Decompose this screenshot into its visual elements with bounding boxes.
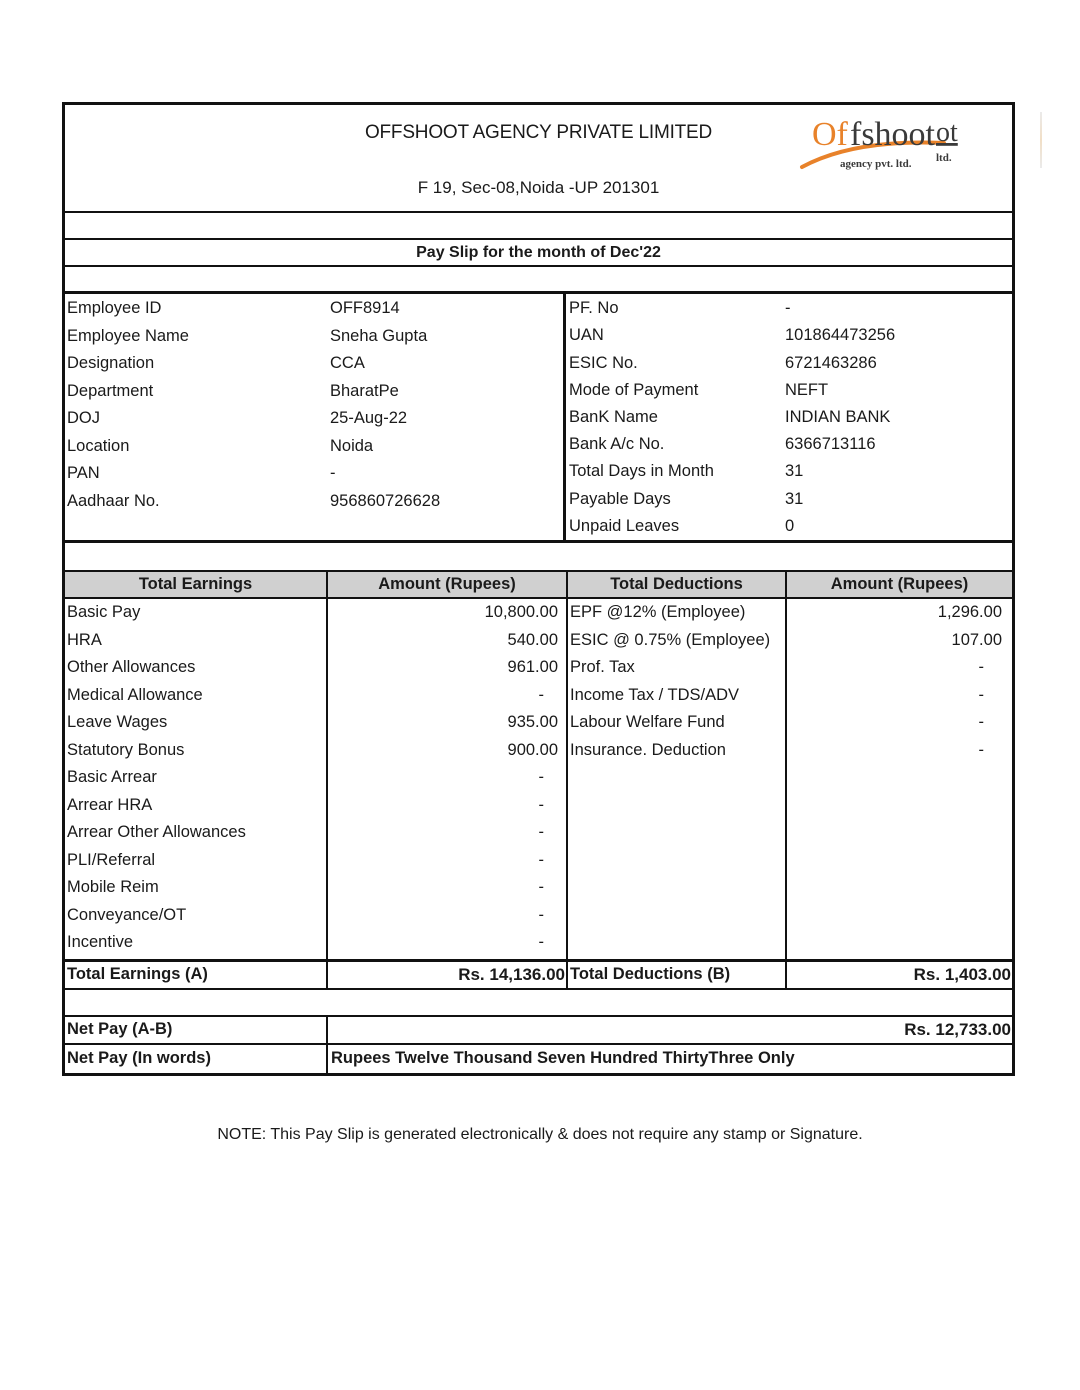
earning-amount: - <box>538 878 544 897</box>
earning-label: Basic Pay <box>67 603 141 622</box>
info-esic-no: ESIC No. 6721463286 <box>569 353 877 372</box>
earnings-labels <box>65 599 328 959</box>
info-employee-id: Employee ID OFF8914 <box>67 299 400 318</box>
header-total-deductions: Total Deductions <box>568 572 787 597</box>
earning-label: Incentive <box>67 933 134 952</box>
total-earnings-label: Total Earnings (A) <box>65 962 328 988</box>
svg-text:ltd.: ltd. <box>936 152 952 164</box>
total-deductions-label: Total Deductions (B) <box>568 962 787 988</box>
earning-amount: 10,800.00 <box>484 603 558 622</box>
deduction-label: Labour Welfare Fund <box>570 713 725 732</box>
info-pan: PAN - <box>67 464 336 483</box>
earning-amount: - <box>538 685 544 704</box>
earning-label: Other Allowances <box>67 658 196 677</box>
spacer-row <box>65 213 1012 240</box>
info-payment-mode: Mode of Payment NEFT <box>569 380 829 399</box>
info-doj: DOJ 25-Aug-22 <box>67 409 408 428</box>
payslip-title-text: Pay Slip for the month of Dec'22 <box>416 243 661 261</box>
info-total-days: Total Days in Month 31 <box>569 462 804 481</box>
company-name: OFFSHOOT AGENCY PRIVATE LIMITED <box>364 122 713 143</box>
earnings-deductions-body <box>65 599 1012 962</box>
deduction-amount: - <box>978 658 984 677</box>
info-pf-no: PF. No - <box>569 299 791 318</box>
deductions-labels <box>568 599 787 959</box>
header-earnings-amount: Amount (Rupees) <box>328 572 568 597</box>
earning-amount: - <box>538 823 544 842</box>
earning-label: HRA <box>67 630 102 649</box>
earnings-deductions-header <box>65 570 1012 599</box>
totals-row <box>65 962 1012 990</box>
deduction-amount: - <box>978 713 984 732</box>
employee-info-section <box>65 294 1012 543</box>
info-designation: Designation CCA <box>67 354 365 373</box>
footer-note: NOTE: This Pay Slip is generated electronically & does not require any stamp or Signature. <box>217 1126 863 1143</box>
earnings-amounts <box>328 599 568 959</box>
total-deductions-value: Rs. 1,403.00 <box>913 964 1011 984</box>
info-location: Location Noida <box>67 436 374 455</box>
earning-label: Statutory Bonus <box>67 740 185 759</box>
deduction-amount: - <box>978 685 984 704</box>
company-address: F 19, Sec-08,Noida -UP 201301 <box>417 178 660 197</box>
company-header <box>65 105 1012 213</box>
spacer-row <box>65 990 1012 1017</box>
earning-amount: 935.00 <box>507 713 558 732</box>
earning-label: Basic Arrear <box>67 768 157 787</box>
info-aadhaar: Aadhaar No. 956860726628 <box>67 491 441 510</box>
deduction-amount: - <box>978 740 984 759</box>
earning-label: Leave Wages <box>67 713 168 732</box>
svg-text:agency pvt. ltd.: agency pvt. ltd. <box>840 158 912 170</box>
deductions-amounts <box>787 599 1012 959</box>
svg-text:fshoot: fshoot <box>850 116 935 153</box>
earning-label: Arrear Other Allowances <box>67 823 246 842</box>
info-bank-name: BanK Name INDIAN BANK <box>569 407 891 426</box>
info-unpaid-leaves: Unpaid Leaves 0 <box>569 516 795 535</box>
earning-label: Medical Allowance <box>67 685 203 704</box>
earning-amount: 961.00 <box>507 658 558 677</box>
earning-amount: 540.00 <box>507 630 558 649</box>
info-payable-days: Payable Days 31 <box>569 489 804 508</box>
deduction-label: Prof. Tax <box>570 658 635 677</box>
earning-amount: - <box>538 768 544 787</box>
earning-label: Conveyance/OT <box>67 905 187 924</box>
net-pay-words-row <box>65 1045 1012 1073</box>
payslip-document <box>62 102 1015 1076</box>
total-earnings-value: Rs. 14,136.00 <box>328 962 568 988</box>
deduction-label: ESIC @ 0.75% (Employee) <box>570 630 771 649</box>
earning-amount: - <box>538 795 544 814</box>
net-pay-label: Net Pay (A-B) <box>65 1017 328 1043</box>
net-pay-words-value: Rupees Twelve Thousand Seven Hundred ThirtyThree Only <box>331 1049 795 1067</box>
employee-info-right <box>566 294 1012 540</box>
net-pay-words-label: Net Pay (In words) <box>65 1045 328 1073</box>
employee-info-left <box>65 294 566 540</box>
info-bank-account: Bank A/c No. 6366713116 <box>569 435 876 454</box>
earning-amount: 900.00 <box>507 740 558 759</box>
deduction-amount: 1,296.00 <box>937 603 1002 622</box>
payslip-title <box>65 240 1012 267</box>
company-logo-icon <box>794 109 974 171</box>
net-pay-value: Rs. 12,733.00 <box>904 1019 1011 1039</box>
earning-amount: - <box>538 850 544 869</box>
svg-text:Of: Of <box>812 116 848 153</box>
deduction-label: EPF @12% (Employee) <box>570 603 746 622</box>
spacer-row <box>65 543 1012 570</box>
earning-amount: - <box>538 933 544 952</box>
svg-text:ot: ot <box>936 117 958 148</box>
deduction-amount: 107.00 <box>951 630 1002 649</box>
info-department: Department BharatPe <box>67 381 399 400</box>
earning-label: Mobile Reim <box>67 878 159 897</box>
header-total-earnings: Total Earnings <box>65 572 328 597</box>
info-uan: UAN 101864473256 <box>569 326 896 345</box>
net-pay-row <box>65 1017 1012 1045</box>
deduction-label: Income Tax / TDS/ADV <box>570 685 740 704</box>
earning-label: PLI/Referral <box>67 850 156 869</box>
earning-label: Arrear HRA <box>67 795 153 814</box>
info-employee-name: Employee Name Sneha Gupta <box>67 326 428 345</box>
spacer-row <box>65 267 1012 294</box>
header-deductions-amount: Amount (Rupees) <box>830 575 969 593</box>
page-edge-artifact <box>1040 112 1042 168</box>
deduction-label: Insurance. Deduction <box>570 740 726 759</box>
earning-amount: - <box>538 905 544 924</box>
